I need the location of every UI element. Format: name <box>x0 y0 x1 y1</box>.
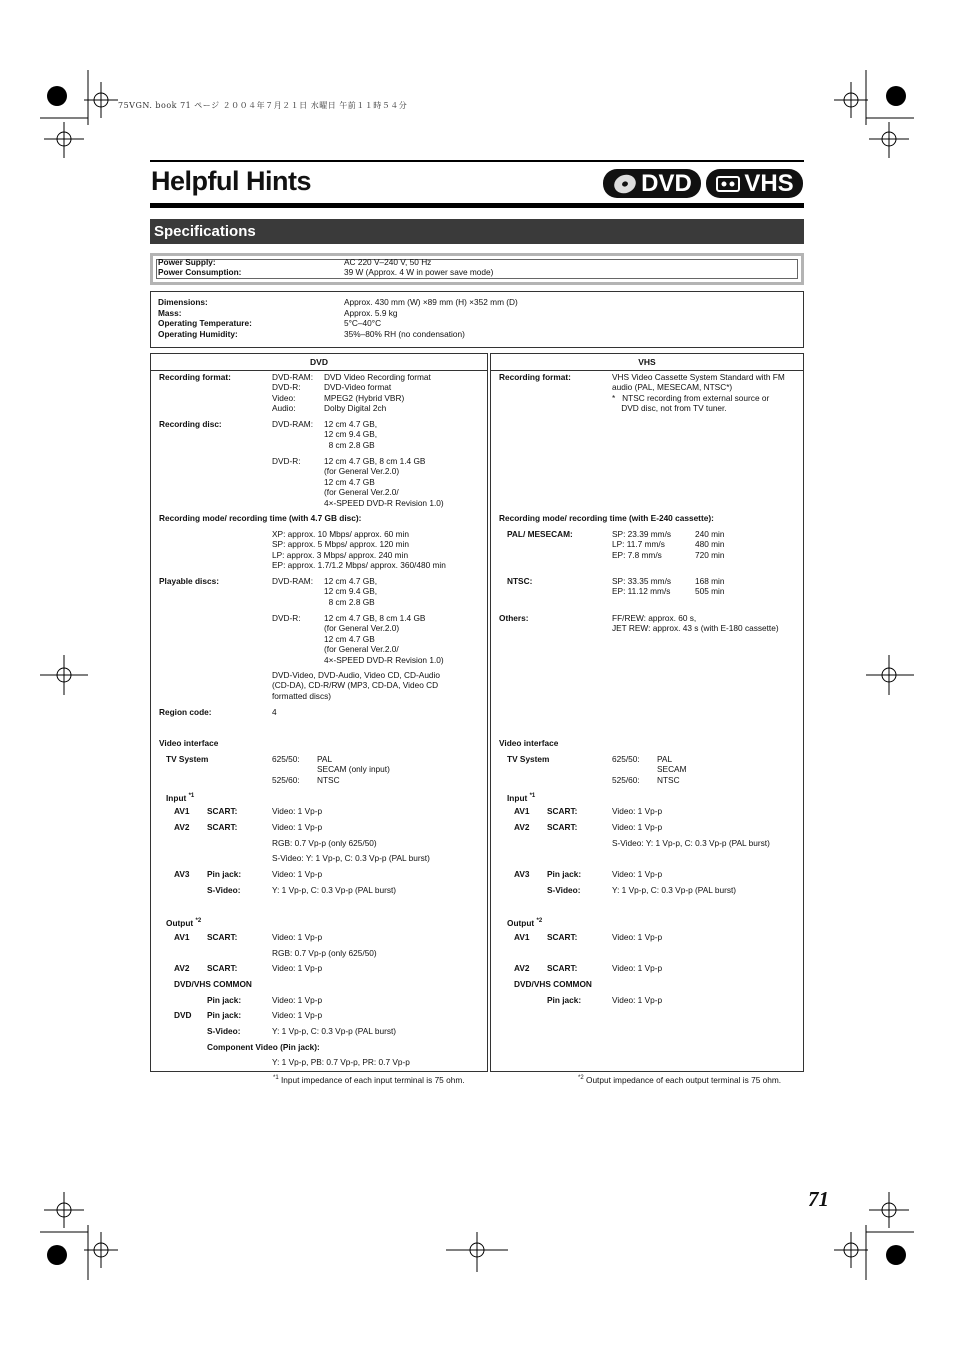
vhs-tv-system-label: TV System <box>507 754 550 764</box>
dvd-out-dvd-pin: Pin jack: <box>207 1010 242 1020</box>
dvd-column-heading: DVD <box>151 354 487 371</box>
dvd-tv-system-values: PAL SECAM (only input) NTSC <box>317 754 390 785</box>
dvd-out-av1-rgb-value: RGB: 0.7 Vp-p (only 625/50) <box>272 948 377 958</box>
vhs-out-common-label: DVD/VHS COMMON <box>514 979 592 989</box>
vhs-pal-times: 240 min 480 min 720 min <box>695 529 725 560</box>
dvd-in-av2-scart-value: Video: 1 Vp-p <box>272 822 323 832</box>
vhs-out-common-pin-value: Video: 1 Vp-p <box>612 995 663 1005</box>
dvd-component-label: Component Video (Pin jack): <box>207 1042 320 1052</box>
vhs-in-av3-svideo: S-Video: <box>547 885 581 895</box>
dvd-rec-format-label: Recording format: <box>159 372 231 382</box>
dvd-in-av1-scart: SCART: <box>207 806 238 816</box>
dvd-out-common-label: DVD/VHS COMMON <box>174 979 252 989</box>
dvd-rec-disc-r-value: 12 cm 4.7 GB, 8 cm 1.4 GB (for General Ver.2.0) 12 cm 4.7 GB (for General Ver.2.0/ 4×-SPEED DVD-R Revision 1.0) <box>324 456 444 508</box>
title-rule-top <box>150 160 804 162</box>
dvd-badge <box>603 169 701 198</box>
dvd-playable-r-key: DVD-R: <box>272 613 301 623</box>
dvd-rec-disc-ram-value: 12 cm 4.7 GB, 12 cm 9.4 GB, 8 cm 2.8 GB <box>324 419 378 450</box>
vhs-in-av2-scart-value: Video: 1 Vp-p <box>612 822 663 832</box>
dvd-badge-label: DVD <box>641 169 692 197</box>
dvd-out-av1-scart-value: Video: 1 Vp-p <box>272 932 323 942</box>
page-number: 71 <box>808 1187 829 1211</box>
dvd-out-dvd-svideo-value: Y: 1 Vp-p, C: 0.3 Vp-p (PAL burst) <box>272 1026 397 1036</box>
vhs-in-av2-svideo-value: S-Video: Y: 1 Vp-p, C: 0.3 Vp-p (PAL burst) <box>612 838 770 848</box>
dvd-out-common-pin: Pin jack: <box>207 995 242 1005</box>
vhs-pal-speeds: SP: 23.39 mm/s LP: 11.7 mm/s EP: 7.8 mm/s <box>612 529 672 560</box>
vhs-in-av1-scart-value: Video: 1 Vp-p <box>612 806 663 816</box>
vhs-out-av1-scart: SCART: <box>547 932 578 942</box>
vhs-in-av3-pin-value: Video: 1 Vp-p <box>612 869 663 879</box>
dvd-in-av1-scart-value: Video: 1 Vp-p <box>272 806 323 816</box>
dvd-out-av1-scart: SCART: <box>207 932 238 942</box>
vhs-out-av2-scart-value: Video: 1 Vp-p <box>612 963 663 973</box>
dvd-playable-r-value: 12 cm 4.7 GB, 8 cm 1.4 GB (for General Ver.2.0) 12 cm 4.7 GB (for General Ver.2.0/ 4×-SPEED DVD-R Revision 1.0) <box>324 613 444 665</box>
vhs-tv-system-values: PAL SECAM NTSC <box>657 754 687 785</box>
dvd-in-av3-svideo: S-Video: <box>207 885 241 895</box>
vhs-column-heading: VHS <box>491 354 803 371</box>
dvd-out-common-pin-value: Video: 1 Vp-p <box>272 995 323 1005</box>
dvd-in-av1: AV1 <box>174 806 190 816</box>
vhs-in-av3-svideo-value: Y: 1 Vp-p, C: 0.3 Vp-p (PAL burst) <box>612 885 737 895</box>
dvd-rec-mode-label: Recording mode/ recording time (with 4.7 GB disc): <box>159 513 362 523</box>
dvd-out-dvd-label: DVD <box>174 1010 192 1020</box>
section-title: Specifications <box>150 219 804 244</box>
dvd-playable-ram-value: 12 cm 4.7 GB, 12 cm 9.4 GB, 8 cm 2.8 GB <box>324 576 378 607</box>
dimensions-value: Approx. 430 mm (W) ×89 mm (H) ×352 mm (D) <box>344 297 518 307</box>
vhs-input-label: Input $^{*1}$ <box>507 792 536 803</box>
page-title: Helpful Hints <box>151 166 311 196</box>
dvd-output-label: Output $^{*2}$ <box>166 917 202 928</box>
cassette-icon <box>715 174 741 194</box>
mass-label: Mass: <box>158 308 182 318</box>
dvd-tv-system-label: TV System <box>166 754 209 764</box>
vhs-rec-mode-label: Recording mode/ recording time (with E-240 cassette): <box>499 513 714 523</box>
dvd-region-value: 4 <box>272 707 277 717</box>
dvd-out-av2: AV2 <box>174 963 190 973</box>
vhs-in-av2-scart: SCART: <box>547 822 578 832</box>
vhs-in-av2: AV2 <box>514 822 530 832</box>
vhs-out-common-pin: Pin jack: <box>547 995 582 1005</box>
dvd-in-av3-pin-value: Video: 1 Vp-p <box>272 869 323 879</box>
vhs-ntsc-speeds: SP: 33.35 mm/s EP: 11.12 mm/s <box>612 576 672 597</box>
dvd-in-av2-svideo-value: S-Video: Y: 1 Vp-p, C: 0.3 Vp-p (PAL burst) <box>272 853 430 863</box>
dimensions-label: Dimensions: <box>158 297 208 307</box>
dvd-out-av2-scart: SCART: <box>207 963 238 973</box>
dvd-in-av3-svideo-value: Y: 1 Vp-p, C: 0.3 Vp-p (PAL burst) <box>272 885 397 895</box>
humidity-value: 35%–80% RH (no condensation) <box>344 329 465 339</box>
vhs-rec-format-note: * NTSC recording from external source or DVD disc, not from TV tuner. <box>612 393 770 414</box>
dvd-tv-system-keys: 625/50: 525/60: <box>272 754 300 785</box>
footnote-output: $^{*2}$ Output impedance of each output terminal is 75 ohm. <box>578 1075 782 1085</box>
dvd-rec-format-values: DVD Video Recording format DVD-Video format MPEG2 (Hybrid VBR) Dolby Digital 2ch <box>324 372 431 414</box>
vhs-ntsc-times: 168 min 505 min <box>695 576 725 597</box>
vhs-out-av2-scart: SCART: <box>547 963 578 973</box>
dvd-video-interface-label: Video interface <box>159 738 219 748</box>
power-supply-label: Power Supply: <box>158 257 216 267</box>
dvd-rec-disc-label: Recording disc: <box>159 419 222 429</box>
vhs-in-av1: AV1 <box>514 806 530 816</box>
vhs-pal-label: PAL/ MESECAM: <box>507 529 573 539</box>
vhs-in-av3-pin: Pin jack: <box>547 869 582 879</box>
dvd-out-dvd-pin-value: Video: 1 Vp-p <box>272 1010 323 1020</box>
dvd-input-label: Input $^{*1}$ <box>166 792 195 803</box>
dvd-rec-format-keys: DVD-RAM: DVD-R: Video: Audio: <box>272 372 314 414</box>
dvd-region-label: Region code: <box>159 707 212 717</box>
vhs-video-interface-label: Video interface <box>499 738 559 748</box>
dvd-rec-mode-values: XP: approx. 10 Mbps/ approx. 60 min SP: approx. 5 Mbps/ approx. 120 min LP: approx. 3 Mbps/ approx. 240 min EP: approx. 1.7/1.2 Mbps/ approx. 360/480 min <box>272 529 446 571</box>
dvd-in-av2-rgb-value: RGB: 0.7 Vp-p (only 625/50) <box>272 838 377 848</box>
vhs-ntsc-label: NTSC: <box>507 576 533 586</box>
dvd-in-av2: AV2 <box>174 822 190 832</box>
power-consumption-value: 39 W (Approx. 4 W in power save mode) <box>344 267 494 277</box>
mass-value: Approx. 5.9 kg <box>344 308 398 318</box>
vhs-badge-label: VHS <box>744 169 794 197</box>
vhs-out-av1-scart-value: Video: 1 Vp-p <box>612 932 663 942</box>
footnote-input: $^{*1}$ Input impedance of each input terminal is 75 ohm. <box>273 1075 465 1085</box>
temperature-label: Operating Temperature: <box>158 318 252 328</box>
vhs-badge <box>706 169 803 198</box>
power-supply-value: AC 220 V–240 V, 50 Hz <box>344 257 432 267</box>
vhs-out-av2: AV2 <box>514 963 530 973</box>
vhs-rec-format-value: VHS Video Cassette System Standard with FM audio (PAL, MESECAM, NTSC*) <box>612 372 785 393</box>
vhs-in-av1-scart: SCART: <box>547 806 578 816</box>
vhs-output-label: Output $^{*2}$ <box>507 917 543 928</box>
vhs-others-label: Others: <box>499 613 529 623</box>
dvd-out-av2-scart-value: Video: 1 Vp-p <box>272 963 323 973</box>
dvd-component-value: Y: 1 Vp-p, PB: 0.7 Vp-p, PR: 0.7 Vp-p <box>272 1057 410 1067</box>
dvd-in-av2-scart: SCART: <box>207 822 238 832</box>
dvd-playable-other: DVD-Video, DVD-Audio, Video CD, CD-Audio (CD-DA), CD-R/RW (MP3, CD-DA, Video CD formatted discs) <box>272 670 441 701</box>
humidity-label: Operating Humidity: <box>158 329 238 339</box>
dvd-out-dvd-svideo: S-Video: <box>207 1026 241 1036</box>
temperature-value: 5°C–40°C <box>344 318 382 328</box>
vhs-in-av3: AV3 <box>514 869 530 879</box>
vhs-tv-system-keys: 625/50: 525/60: <box>612 754 640 785</box>
vhs-out-av1: AV1 <box>514 932 530 942</box>
dvd-playable-ram-key: DVD-RAM: <box>272 576 314 586</box>
dvd-in-av3-pin: Pin jack: <box>207 869 242 879</box>
dvd-rec-disc-r-key: DVD-R: <box>272 456 301 466</box>
disc-icon <box>612 173 638 195</box>
dvd-out-av1: AV1 <box>174 932 190 942</box>
title-rule-bottom <box>150 203 804 208</box>
dvd-in-av3: AV3 <box>174 869 190 879</box>
power-consumption-label: Power Consumption: <box>158 267 242 277</box>
dvd-playable-label: Playable discs: <box>159 576 219 586</box>
dvd-rec-disc-ram-key: DVD-RAM: <box>272 419 314 429</box>
vhs-rec-format-label: Recording format: <box>499 372 571 382</box>
vhs-others-value: FF/REW: approx. 60 s, JET REW: approx. 43 s (with E-180 cassette) <box>612 613 779 634</box>
print-header-line: 75VGN. book 71 ページ ２００４年７月２１日 水曜日 午前１１時５４分 <box>118 101 408 110</box>
